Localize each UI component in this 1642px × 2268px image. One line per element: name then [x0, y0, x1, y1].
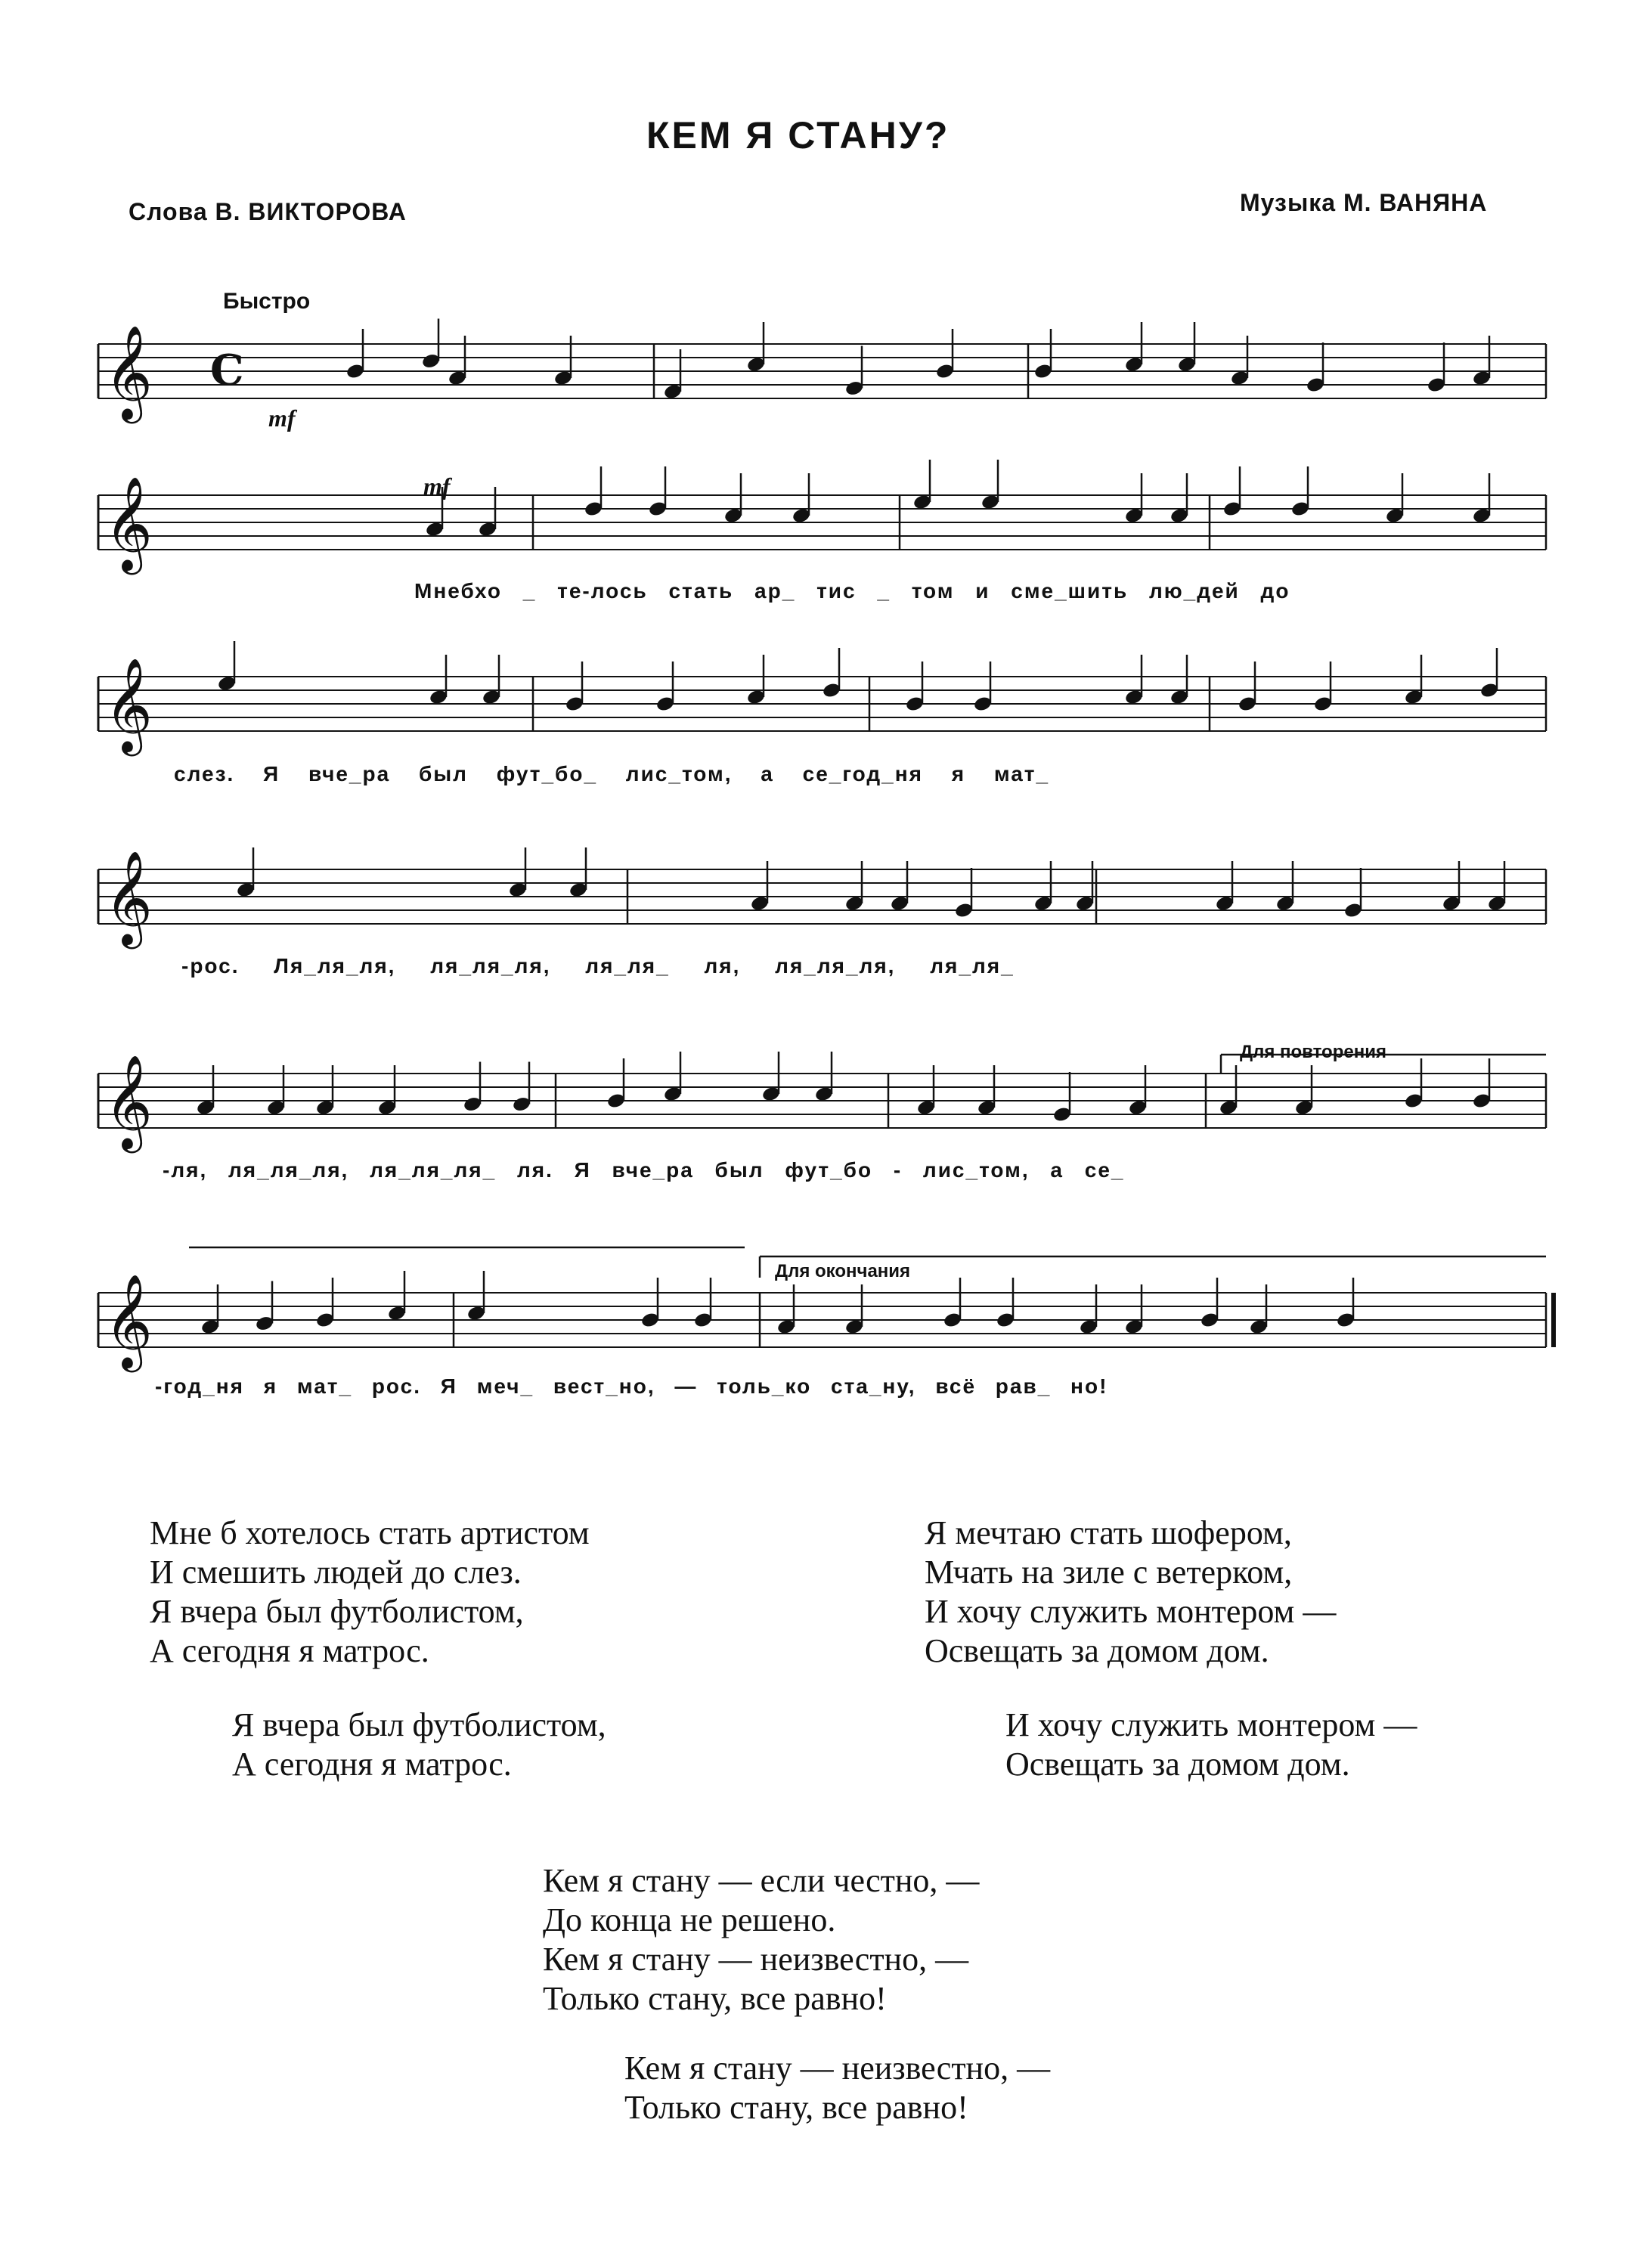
- lyrics-line-2: Мнебхо _ те-лось стать ар_ тис _ том и сме_шить лю_дей до: [414, 579, 1290, 603]
- verse-1-repeat: [232, 1706, 606, 1784]
- chorus-line: Кем я стану — если честно, —: [543, 1862, 980, 1899]
- composer-credit: Музыка М. ВАНЯНА: [1240, 189, 1488, 216]
- treble-clef-icon: 𝄞: [104, 1055, 153, 1149]
- treble-clef-icon: 𝄞: [104, 1274, 153, 1368]
- chorus: [543, 1861, 979, 2019]
- verse-1-line: Мне б хотелось стать артистом: [150, 1514, 590, 1551]
- verse-2-repeat-line: И хочу служить монтером —: [1005, 1706, 1417, 1743]
- verse-1-line: И смешить людей до слез.: [150, 1554, 522, 1591]
- verse-2-line: Освещать за домом дом.: [925, 1632, 1269, 1669]
- treble-clef-icon: 𝄞: [104, 850, 153, 945]
- dynamic-marking-2: mf: [423, 472, 451, 500]
- verse-1-line: Я вчера был футболистом,: [150, 1593, 524, 1630]
- verse-2-repeat-line: Освещать за домом дом.: [1005, 1746, 1350, 1783]
- treble-clef-icon: 𝄞: [104, 476, 153, 571]
- lyricist-credit: Слова В. ВИКТОРОВА: [129, 198, 407, 225]
- verse-2-repeat: [1005, 1706, 1417, 1784]
- chorus-line: Только стану, все равно!: [543, 1980, 887, 2017]
- treble-clef-icon: 𝄞: [104, 658, 153, 752]
- chorus-repeat-line: Только стану, все равно!: [624, 2089, 968, 2126]
- chorus-line: До конца не решено.: [543, 1901, 836, 1938]
- chorus-repeat-line: Кем я стану — неизвестно, —: [624, 2050, 1051, 2087]
- verse-2-line: И хочу служить монтером —: [925, 1593, 1337, 1630]
- verse-2-line: Я мечтаю стать шофером,: [925, 1514, 1292, 1551]
- tempo-marking: Быстро: [223, 289, 311, 314]
- verse-1-repeat-line: Я вчера был футболистом,: [232, 1706, 606, 1743]
- treble-clef-icon: 𝄞: [104, 325, 153, 420]
- volta-label-ending: Для окончания: [775, 1261, 911, 1281]
- volta-label-repeat: Для повторения: [1240, 1042, 1386, 1062]
- lyrics-line-3: слез. Я вче_ра был фут_бо_ лис_том, а се_год_ня я мат_: [174, 762, 1050, 785]
- verse-2: [925, 1514, 1336, 1671]
- time-signature: C: [210, 345, 244, 395]
- verse-1-repeat-line: А сегодня я матрос.: [232, 1746, 512, 1783]
- verse-2-line: Мчать на зиле с ветерком,: [925, 1554, 1293, 1591]
- verse-1: [150, 1514, 590, 1671]
- lyrics-line-5: -ля, ля_ля_ля, ля_ля_ля_ ля. Я вче_ра был фут_бо - лис_том, а се_: [163, 1158, 1125, 1182]
- song-title: КЕМ Я СТАНУ?: [646, 114, 950, 156]
- chorus-line: Кем я стану — неизвестно, —: [543, 1941, 969, 1978]
- dynamic-marking-1: mf: [268, 404, 296, 432]
- lyrics-line-6: -год_ня я мат_ рос. Я меч_ вест_но, — толь_ко ста_ну, всё рав_ но!: [155, 1374, 1108, 1398]
- verse-1-line: А сегодня я матрос.: [150, 1632, 429, 1669]
- chorus-repeat: [624, 2049, 1050, 2127]
- lyrics-line-4: -рос. Ля_ля_ля, ля_ля_ля, ля_ля_ ля, ля_ля_ля, ля_ля_: [181, 954, 1015, 978]
